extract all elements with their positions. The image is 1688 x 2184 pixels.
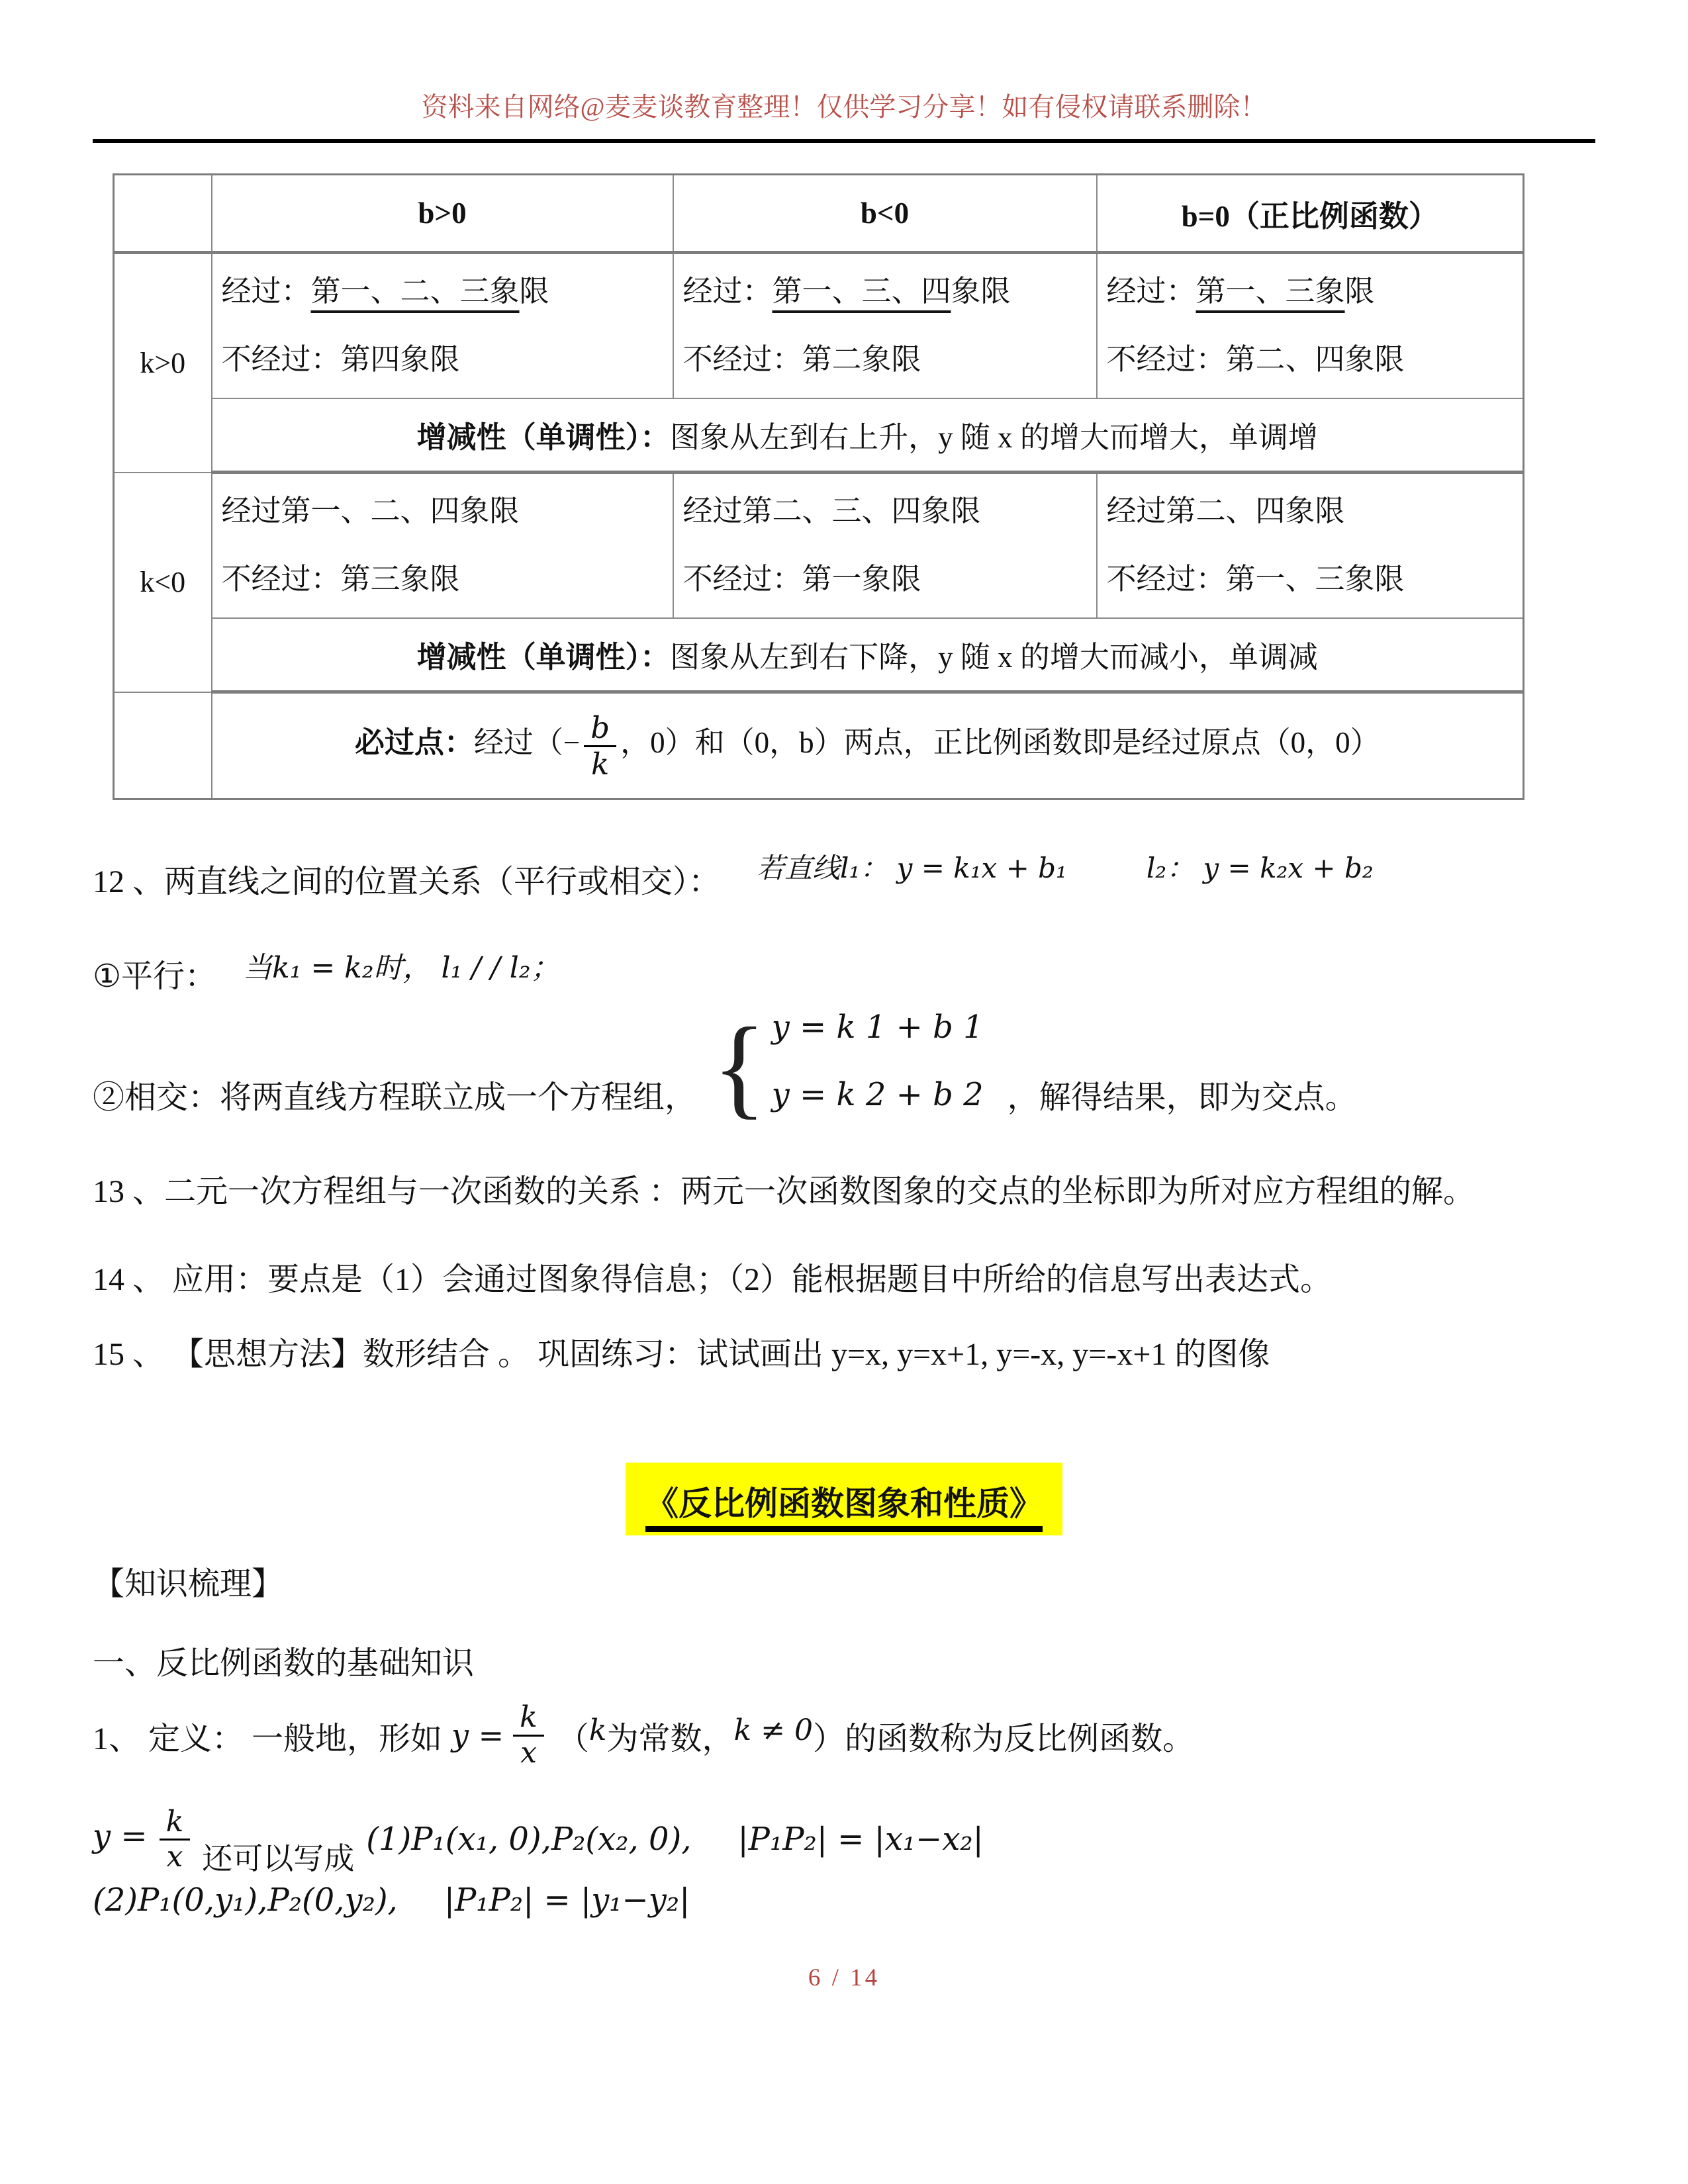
underlined-quadrants: 第一、二、三象 <box>310 274 520 308</box>
alternate-forms-line-1 <box>93 1804 1595 1876</box>
part-one-header: 一、反比例函数的基础知识 <box>93 1645 475 1681</box>
item-13: 13 、二元一次方程组与一次函数的关系 ：两元一次函数图象的交点的坐标即为所对应方程组的解。 <box>93 1174 1476 1210</box>
can-be-written-label: 还可以写成 <box>202 1842 355 1876</box>
fraction-denominator: x <box>166 1839 183 1874</box>
fraction-lhs: y = <box>93 1817 148 1855</box>
cell-kpos-bzero <box>1097 253 1524 398</box>
distance-case-2: |P₁P₂| = |y₁−y₂| <box>444 1882 690 1919</box>
circled-one: ① <box>93 958 122 994</box>
k-negative-monotonicity-row <box>114 618 1524 692</box>
fraction-k-over-x <box>513 1702 544 1768</box>
row-label-k-negative: k<0 <box>114 473 212 692</box>
alternate-forms-block <box>93 1804 1595 1919</box>
text-post: 象限 <box>951 274 1011 308</box>
system-brace: { <box>712 1005 767 1130</box>
paren-close: ） <box>813 1721 845 1756</box>
row-label-k-positive: k>0 <box>114 253 212 473</box>
paren-open: （ <box>557 1721 589 1756</box>
text-post: 限 <box>1344 274 1375 308</box>
k-symbol: k <box>588 1713 607 1747</box>
k-positive-quadrants-row <box>114 253 1524 398</box>
item-12-formula-l1: 若直线l₁： y = k₁x + b₁ <box>757 852 1067 884</box>
item-15: 15 、 【思想方法】数形结合 。 巩固练习：试试画出 y=x, y=x+1, y=-x, y=-x+1 的图像 <box>93 1336 1270 1372</box>
monotonicity-text: 图象从左到右下降，y 随 x 的增大而减小，单调减 <box>670 641 1318 674</box>
page-number-indicator: 6 / 14 <box>808 1964 880 1992</box>
must-pass-pre: 经过（− <box>473 726 581 760</box>
section-title-highlight <box>626 1463 1062 1535</box>
fraction-numerator: k <box>513 1702 544 1736</box>
definition-mid-text: 为常数， <box>606 1721 734 1756</box>
col-header-b-zero: b=0（正比例函数） <box>1097 175 1524 253</box>
fraction-k-over-x <box>160 1804 191 1874</box>
underlined-quadrants: 第一、三象 <box>1196 274 1345 308</box>
quadrant-line: 经过第二、四象限 <box>1106 494 1345 527</box>
not-through-line: 不经过：第四象限 <box>221 343 460 377</box>
definition-post-text: 的函数称为反比例函数。 <box>845 1721 1195 1756</box>
quadrant-line <box>683 275 1087 309</box>
circled-two: ② <box>93 1079 125 1115</box>
definition-pre-text: 1、 定义： 一般地，形如 <box>93 1721 443 1756</box>
monotonicity-cell <box>212 618 1524 692</box>
knowledge-outline-header: 【知识梳理】 <box>93 1567 284 1602</box>
must-pass-points-row <box>114 692 1524 799</box>
col-header-b-positive: b>0 <box>212 175 673 253</box>
fraction-numerator: b <box>584 712 616 747</box>
k-not-zero-condition: k ≠ 0 <box>733 1713 814 1747</box>
fraction-b-over-k <box>584 712 616 780</box>
fraction-lhs: y = <box>451 1717 504 1754</box>
points-case-2: (2)P₁(0,y₁),P₂(0,y₂), <box>93 1882 398 1919</box>
header-notice: 资料来自网络@麦麦谈教育整理！仅供学习分享！如有侵权请联系删除！ <box>421 92 1267 122</box>
must-pass-post: ，0）和（0，b）两点，正比例函数即是经过原点（0，0） <box>620 726 1380 760</box>
section-title-wrap <box>93 1463 1595 1535</box>
monotonicity-cell <box>212 398 1524 473</box>
underlined-quadrants: 第一、三、四 <box>772 274 951 308</box>
system-equation-2: y = k 2 + b 2 <box>771 1075 984 1113</box>
quadrant-line: 经过第二、三、四象限 <box>682 494 981 527</box>
system-equation-1: y = k 1 + b 1 <box>771 1009 984 1046</box>
linear-function-properties-table <box>113 173 1524 800</box>
item-12 <box>93 852 1595 901</box>
parallel-condition-formula: 当k₁ = k₂时， l₁ / / l₂； <box>243 950 560 985</box>
alternate-forms-line-2 <box>93 1882 1595 1919</box>
definition-item <box>93 1702 1595 1768</box>
text-post: 限 <box>519 274 549 308</box>
table-header-row <box>114 175 1524 253</box>
intersect-text-post: ，解得结果，即为交点。 <box>1007 1079 1357 1115</box>
cell-kneg-bneg <box>673 473 1097 618</box>
text-pre: 经过： <box>221 274 311 308</box>
cell-kpos-bpos <box>212 253 673 398</box>
quadrant-line <box>1107 275 1514 309</box>
item-12-text: 12 、两直线之间的位置关系（平行或相交）： <box>93 864 721 899</box>
empty-label-cell <box>114 692 212 799</box>
item-12-formula-l2: l₂： y = k₂x + b₂ <box>1146 852 1374 884</box>
points-case-1: (1)P₁(x₁, 0),P₂(x₂, 0), <box>366 1821 692 1858</box>
doc-header <box>93 91 1595 143</box>
item-intersect <box>93 1005 1595 1130</box>
fraction-denominator: x <box>520 1735 537 1770</box>
formula-y-equals-k-over-x <box>93 1804 194 1874</box>
must-pass-lead: 必过点： <box>354 726 474 760</box>
k-positive-monotonicity-row <box>114 398 1524 473</box>
k-negative-quadrants-row <box>114 473 1524 618</box>
item-14: 14 、 应用：要点是（1）会通过图象得信息；（2）能根据题目中所给的信息写出表达式。 <box>93 1261 1333 1297</box>
not-through-line: 不经过：第一象限 <box>682 563 921 596</box>
fraction-denominator: k <box>591 746 610 782</box>
monotonicity-text: 图象从左到右上升，y 随 x 的增大而增大，单调增 <box>670 421 1318 455</box>
not-through-line: 不经过：第二象限 <box>682 343 921 377</box>
monotonicity-lead: 增减性（单调性）： <box>416 641 671 674</box>
equation-system <box>772 1009 984 1114</box>
intersect-text-pre <box>93 1079 696 1117</box>
section-title: 《反比例函数图象和性质》 <box>645 1485 1043 1532</box>
quadrant-line: 经过第一、二、四象限 <box>221 494 520 527</box>
intersect-pre-label: 相交：将两直线方程联立成一个方程组， <box>124 1079 697 1115</box>
text-pre: 经过： <box>1106 274 1196 308</box>
cell-kpos-bneg <box>673 253 1097 398</box>
item-parallel <box>93 950 1595 996</box>
fraction-numerator: k <box>160 1807 191 1841</box>
quadrant-line <box>222 275 663 309</box>
not-through-line: 不经过：第三象限 <box>221 563 460 596</box>
monotonicity-lead: 增减性（单调性）： <box>416 421 671 455</box>
parallel-label: 平行： <box>121 958 217 994</box>
cell-kneg-bzero <box>1097 473 1524 618</box>
distance-case-1: |P₁P₂| = |x₁−x₂| <box>737 1821 984 1858</box>
cell-kneg-bpos <box>212 473 673 618</box>
corner-cell <box>114 175 212 253</box>
text-pre: 经过： <box>682 274 773 308</box>
not-through-line: 不经过：第二、四象限 <box>1106 343 1405 377</box>
not-through-line: 不经过：第一、三象限 <box>1106 563 1405 596</box>
col-header-b-negative: b<0 <box>673 175 1097 253</box>
must-pass-cell <box>212 692 1524 799</box>
formula-y-equals-k-over-x <box>451 1702 548 1768</box>
